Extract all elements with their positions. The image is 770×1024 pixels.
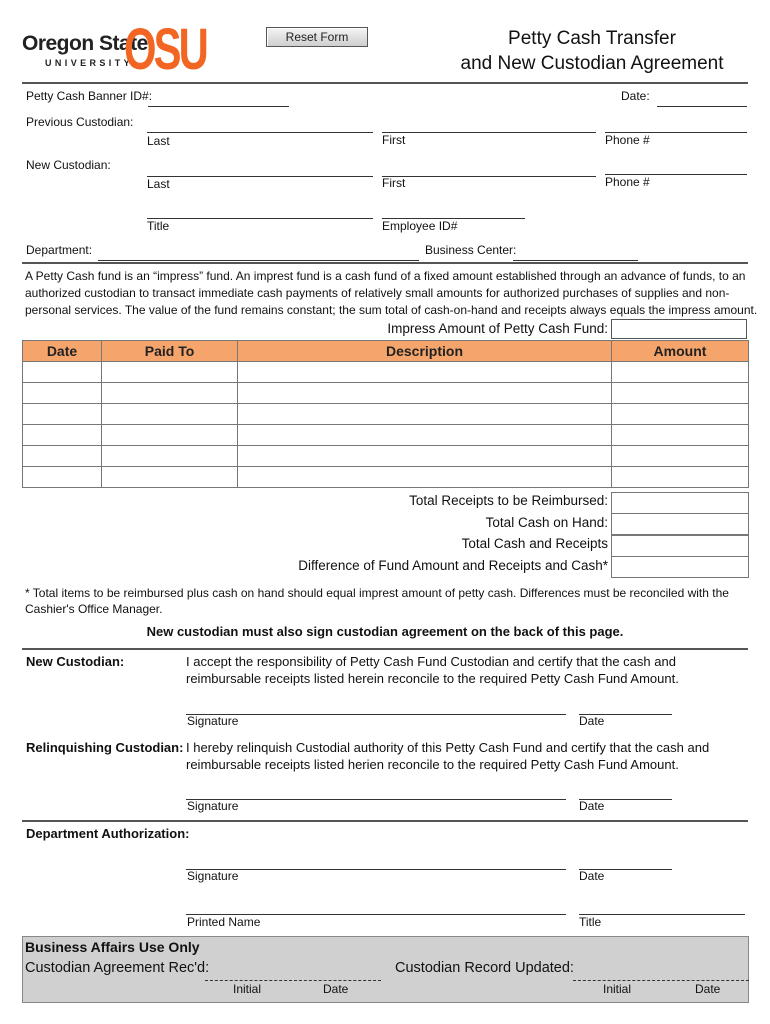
paid-to-cell[interactable] [102, 467, 238, 488]
new-custodian-label: New Custodian: [26, 158, 111, 172]
reconcile-note [25, 585, 755, 617]
logo-university: UNIVERSITY [45, 58, 134, 68]
paid-to-cell[interactable] [102, 446, 238, 467]
total-cash-field[interactable] [611, 513, 749, 535]
new-last-label: Last [147, 177, 170, 191]
relinquishing-statement [186, 739, 709, 773]
amount-cell[interactable] [612, 383, 749, 404]
table-row [23, 425, 749, 446]
record-updated-label: Custodian Record Updated: [395, 960, 574, 976]
department-signature-input[interactable] [186, 853, 566, 870]
description-cell[interactable] [238, 404, 612, 425]
new-custodian-statement-line2: reimbursable receipts listed herein reconcile to the required Petty Cash Fund Amount. [186, 671, 679, 686]
date-cell[interactable] [23, 467, 102, 488]
previous-phone-input[interactable] [605, 116, 747, 133]
date-cell[interactable] [23, 383, 102, 404]
department-signature-label: Signature [187, 869, 239, 883]
difference-label: Difference of Fund Amount and Receipts and Cash* [298, 558, 608, 573]
note-line-2: Cashier's Office Manager. [25, 602, 163, 616]
new-first-label: First [382, 176, 406, 190]
agreement-received-initial-label: Initial [233, 982, 262, 996]
relinquishing-date-input[interactable] [579, 783, 672, 800]
record-updated-input[interactable] [573, 964, 749, 981]
date-label: Date: [621, 89, 650, 103]
form-title-line2: and New Custodian Agreement [460, 53, 724, 74]
table-row [23, 383, 749, 404]
business-center-label: Business Center: [425, 243, 517, 257]
new-first-input[interactable] [382, 160, 596, 177]
previous-custodian-label: Previous Custodian: [26, 115, 134, 129]
form-title-line1: Petty Cash Transfer [508, 28, 676, 49]
new-custodian-statement [186, 653, 679, 687]
description-cell[interactable] [238, 425, 612, 446]
description-cell[interactable] [238, 467, 612, 488]
imprest-amount-input[interactable] [611, 319, 747, 339]
date-cell[interactable] [23, 425, 102, 446]
total-receipts-label: Total Receipts to be Reimbursed: [409, 493, 608, 508]
relinquishing-statement-line1: I hereby relinquish Custodial authority of this Petty Cash Fund and certify that the cash and [186, 740, 710, 755]
authorizer-title-input[interactable] [579, 898, 745, 915]
department-authorization-heading: Department Authorization: [26, 826, 190, 841]
banner-id-input[interactable] [148, 90, 289, 107]
date-cell[interactable] [23, 362, 102, 383]
business-affairs-box [22, 936, 749, 1003]
column-header-paid-to: Paid To [102, 341, 238, 362]
paid-to-cell[interactable] [102, 362, 238, 383]
total-receipts-field[interactable] [611, 492, 749, 514]
imprest-amount-label: Impress Amount of Petty Cash Fund: [387, 321, 608, 336]
business-affairs-heading: Business Affairs Use Only [25, 939, 200, 955]
intro-line-3: personal services. The value of the fund remains constant; the sum total of cash-on-hand and receipts always equals the impress amount. [25, 303, 758, 317]
table-row [23, 446, 749, 467]
previous-last-label: Last [147, 134, 170, 148]
department-date-label: Date [579, 869, 605, 883]
agreement-received-label: Custodian Agreement Rec'd: [25, 960, 210, 976]
title-label: Title [147, 219, 170, 233]
new-custodian-heading: New Custodian: [26, 654, 125, 669]
date-input[interactable] [657, 90, 747, 107]
paid-to-cell[interactable] [102, 404, 238, 425]
printed-name-input[interactable] [186, 898, 566, 915]
amount-cell[interactable] [612, 467, 749, 488]
paid-to-cell[interactable] [102, 425, 238, 446]
notice-divider [22, 648, 748, 650]
relinquishing-statement-line2: reimbursable receipts listed herien reconcile to the required Petty Cash Fund Amount. [186, 757, 679, 772]
note-line-1: * Total items to be reimbursed plus cash on hand should equal imprest amount of petty cash. Differences must be reconciled with the [25, 586, 729, 600]
table-row [23, 404, 749, 425]
header-divider [22, 82, 748, 84]
record-updated-date-label: Date [695, 982, 721, 996]
table-row [23, 467, 749, 488]
column-header-date: Date [23, 341, 102, 362]
employee-id-label: Employee ID# [382, 219, 458, 233]
new-custodian-signature-input[interactable] [186, 698, 566, 715]
business-center-input[interactable] [513, 244, 638, 261]
new-custodian-date-label: Date [579, 714, 605, 728]
previous-first-label: First [382, 133, 406, 147]
previous-phone-label: Phone # [605, 133, 650, 147]
agreement-received-input[interactable] [205, 964, 381, 981]
info-divider [22, 262, 748, 264]
amount-cell[interactable] [612, 446, 749, 467]
total-cash-receipts-field[interactable] [611, 535, 749, 557]
column-header-description: Description [238, 341, 612, 362]
amount-cell[interactable] [612, 404, 749, 425]
new-custodian-statement-line1: I accept the responsibility of Petty Cash Fund Custodian and certify that the cash and [186, 654, 676, 669]
relinquishing-custodian-heading: Relinquishing Custodian: [26, 740, 184, 755]
total-cash-label: Total Cash on Hand: [485, 515, 608, 530]
authorizer-title-label: Title [579, 915, 602, 929]
form-title [440, 26, 744, 76]
description-cell[interactable] [238, 362, 612, 383]
department-label: Department: [26, 243, 93, 257]
paid-to-cell[interactable] [102, 383, 238, 404]
column-header-amount: Amount [612, 341, 749, 362]
table-row [23, 362, 749, 383]
previous-last-input[interactable] [147, 116, 373, 133]
description-cell[interactable] [238, 383, 612, 404]
intro-line-2: authorized custodian to transact immediate cash payments of relatively small amounts for authorized purchases of supplies and non- [25, 286, 730, 300]
record-updated-initial-label: Initial [603, 982, 632, 996]
department-input[interactable] [98, 244, 419, 261]
description-cell[interactable] [238, 446, 612, 467]
amount-cell[interactable] [612, 362, 749, 383]
reset-form-button[interactable]: Reset Form [266, 27, 368, 47]
banner-id-label: Petty Cash Banner ID#: [26, 89, 153, 103]
printed-name-label: Printed Name [187, 915, 261, 929]
logo-oregon-state: Oregon State [22, 32, 148, 55]
new-phone-input[interactable] [605, 158, 747, 175]
intro-line-1: A Petty Cash fund is an “impress” fund. An imprest fund is a cash fund of a fixed amount established through an advance of funds, to an [25, 269, 746, 283]
new-custodian-signature-label: Signature [187, 714, 239, 728]
department-date-input[interactable] [579, 853, 672, 870]
date-cell[interactable] [23, 404, 102, 425]
previous-first-input[interactable] [382, 116, 596, 133]
agreement-received-date-label: Date [323, 982, 349, 996]
agreement-notice: New custodian must also sign custodian agreement on the back of this page. [146, 624, 624, 639]
receipts-table [22, 340, 749, 488]
logo-osu-mark: OSU [124, 17, 206, 82]
title-input[interactable] [147, 202, 373, 219]
relinquishing-signature-input[interactable] [186, 783, 566, 800]
new-custodian-date-input[interactable] [579, 698, 672, 715]
difference-field[interactable] [611, 556, 749, 578]
date-cell[interactable] [23, 446, 102, 467]
new-phone-label: Phone # [605, 175, 650, 189]
relinquishing-date-label: Date [579, 799, 605, 813]
new-last-input[interactable] [147, 160, 373, 177]
intro-paragraph [25, 268, 758, 319]
total-cash-receipts-label: Total Cash and Receipts [461, 536, 608, 551]
osu-logo [22, 17, 206, 82]
employee-id-input[interactable] [382, 202, 525, 219]
amount-cell[interactable] [612, 425, 749, 446]
relinquishing-signature-label: Signature [187, 799, 239, 813]
signature-divider [22, 820, 748, 822]
